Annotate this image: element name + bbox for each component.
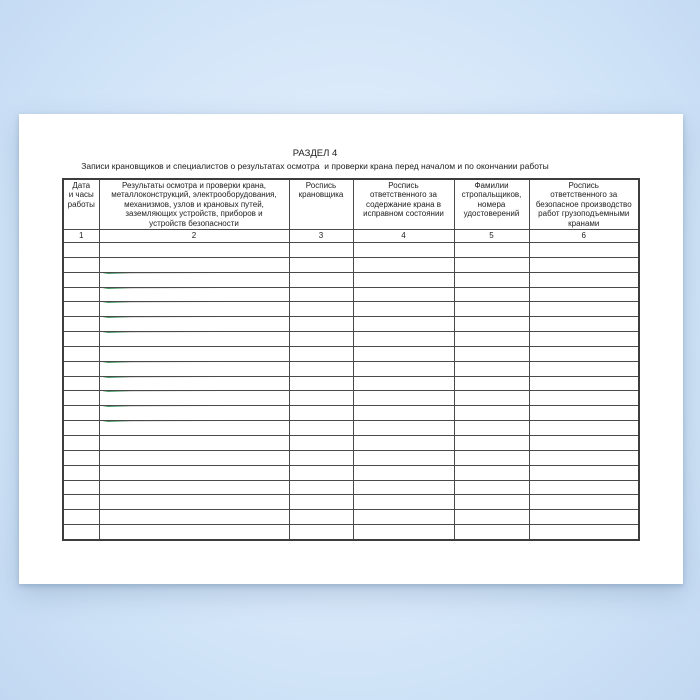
table-cell: [289, 435, 353, 450]
table-cell: [63, 302, 99, 317]
header-line: содержание крана в: [365, 199, 442, 209]
ink-residue-mark: [102, 391, 224, 393]
header-line: ответственного за: [550, 190, 618, 200]
table-cell: [454, 391, 529, 406]
ink-residue-mark: [102, 421, 224, 423]
table-cell: [353, 450, 454, 465]
table-cell: [99, 510, 289, 525]
header-line: стропальщиков,: [461, 190, 522, 200]
table-cell: [529, 317, 639, 332]
table-cell: [529, 287, 639, 302]
table-cell: [99, 302, 289, 317]
table-cell: [63, 495, 99, 510]
table-cell: [99, 391, 289, 406]
section-subtitle: Записи крановщиков и специалистов о результатах осмотра и проверки крана перед началом и по окончании работы: [81, 161, 549, 171]
table-cell: [353, 332, 454, 347]
table-cell: [454, 421, 529, 436]
table-cell: [353, 510, 454, 525]
header-line: механизмов, узлов и крановых путей,: [124, 199, 264, 209]
table-row: [63, 257, 639, 272]
table-cell: [289, 376, 353, 391]
column-header-2: [99, 179, 289, 230]
table-cell: [63, 406, 99, 421]
header-line: Дата: [72, 181, 91, 190]
table-row: [63, 495, 639, 510]
ink-residue-mark: [102, 406, 224, 408]
table-row: [63, 332, 639, 347]
table-cell: [529, 332, 639, 347]
column-header-3: [289, 179, 353, 230]
table-cell: [63, 332, 99, 347]
table-cell: [99, 257, 289, 272]
table-cell: [529, 272, 639, 287]
table-cell: [454, 272, 529, 287]
table-cell: [63, 421, 99, 436]
table-cell: [63, 346, 99, 361]
table-row: [63, 243, 639, 258]
table-cell: [454, 465, 529, 480]
table-cell: [63, 272, 99, 287]
table-cell: [353, 287, 454, 302]
table-cell: [454, 257, 529, 272]
table-cell: [454, 302, 529, 317]
header-line: удостоверений: [463, 209, 520, 219]
header-line: ответственного за: [370, 190, 437, 200]
table-row: [63, 450, 639, 465]
header-line: Фамилии: [474, 181, 509, 190]
table-row: [63, 391, 639, 406]
table-row: [63, 480, 639, 495]
ink-residue-mark: [102, 317, 224, 319]
header-line: Роспись: [305, 181, 337, 190]
table-cell: [99, 361, 289, 376]
table-cell: [99, 376, 289, 391]
table-row: [63, 525, 639, 540]
table-cell: [289, 525, 353, 540]
header-line: металлоконструкций, электрооборудования,: [111, 190, 277, 200]
table-cell: [353, 243, 454, 258]
table-cell: [529, 450, 639, 465]
header-line: Результаты осмотра и проверки крана,: [121, 181, 267, 190]
table-cell: [454, 480, 529, 495]
table-cell: [99, 525, 289, 540]
column-number-2: 2: [99, 230, 289, 243]
header-line: Роспись: [568, 181, 599, 190]
table-cell: [529, 435, 639, 450]
table-cell: [289, 495, 353, 510]
table-cell: [454, 450, 529, 465]
table-cell: [353, 525, 454, 540]
table-cell: [353, 302, 454, 317]
table-row: [63, 272, 639, 287]
table-cell: [289, 287, 353, 302]
table-cell: [99, 346, 289, 361]
table-cell: [289, 510, 353, 525]
header-line: крановщика: [298, 190, 344, 200]
table-cell: [99, 406, 289, 421]
table-cell: [99, 287, 289, 302]
table-row: [63, 510, 639, 525]
header-line: работ грузоподъемными: [538, 209, 630, 219]
table-row: [63, 376, 639, 391]
table-cell: [99, 421, 289, 436]
table-cell: [353, 495, 454, 510]
table-row: [63, 302, 639, 317]
section-title: РАЗДЕЛ 4: [292, 148, 338, 159]
table-cell: [99, 332, 289, 347]
table-cell: [529, 361, 639, 376]
table-cell: [529, 257, 639, 272]
table-cell: [289, 421, 353, 436]
table-cell: [353, 317, 454, 332]
table-cell: [454, 243, 529, 258]
table-row: [63, 465, 639, 480]
table-cell: [99, 435, 289, 450]
table-cell: [63, 510, 99, 525]
table-cell: [289, 480, 353, 495]
table-cell: [454, 361, 529, 376]
ink-residue-mark: [102, 302, 224, 304]
column-number-row: [63, 230, 639, 243]
table-cell: [289, 317, 353, 332]
column-header-5: [454, 179, 529, 230]
header-row: [63, 179, 639, 230]
table-cell: [63, 480, 99, 495]
table-cell: [529, 480, 639, 495]
table-cell: [289, 257, 353, 272]
table-cell: [529, 406, 639, 421]
column-number-1: 1: [63, 230, 99, 243]
table-cell: [99, 317, 289, 332]
table-cell: [289, 465, 353, 480]
table-cell: [529, 376, 639, 391]
table-row: [63, 421, 639, 436]
table-cell: [289, 272, 353, 287]
table-cell: [99, 480, 289, 495]
column-header-6: [529, 179, 639, 230]
table-cell: [454, 406, 529, 421]
table-cell: [454, 346, 529, 361]
table-row: [63, 287, 639, 302]
table-row: [63, 346, 639, 361]
table-cell: [529, 302, 639, 317]
table-cell: [454, 495, 529, 510]
header-line: работы: [67, 199, 95, 209]
table-cell: [454, 435, 529, 450]
table-cell: [454, 510, 529, 525]
table-cell: [99, 450, 289, 465]
table-cell: [289, 243, 353, 258]
header-line: Роспись: [388, 181, 419, 190]
table-cell: [289, 406, 353, 421]
table-cell: [529, 510, 639, 525]
table-cell: [353, 391, 454, 406]
document-page: [19, 114, 683, 584]
table-cell: [529, 495, 639, 510]
header-line: безопасное производство: [535, 199, 632, 209]
table-cell: [529, 421, 639, 436]
table-cell: [63, 317, 99, 332]
table-cell: [353, 465, 454, 480]
header-line: устройств безопасности: [149, 218, 239, 228]
ink-residue-mark: [102, 332, 224, 334]
table-cell: [63, 465, 99, 480]
column-number-4: 4: [353, 230, 454, 243]
table-cell: [63, 376, 99, 391]
table-cell: [99, 465, 289, 480]
column-header-1: [63, 179, 99, 230]
table-cell: [529, 525, 639, 540]
table-cell: [353, 361, 454, 376]
column-number-3: 3: [289, 230, 353, 243]
table-cell: [63, 287, 99, 302]
table-cell: [353, 435, 454, 450]
header-line: и часы: [68, 190, 94, 200]
table-cell: [99, 243, 289, 258]
table-cell: [353, 376, 454, 391]
table-cell: [289, 346, 353, 361]
table-cell: [353, 346, 454, 361]
inspection-records-table: [62, 178, 640, 541]
table-cell: [63, 525, 99, 540]
column-number-6: 6: [529, 230, 639, 243]
table-cell: [353, 421, 454, 436]
table-cell: [63, 243, 99, 258]
table-cell: [63, 257, 99, 272]
table-row: [63, 435, 639, 450]
header-line: исправном состоянии: [363, 209, 444, 219]
table-row: [63, 317, 639, 332]
table-cell: [99, 495, 289, 510]
table-cell: [529, 346, 639, 361]
header-line: заземляющих устройств, приборов и: [125, 209, 263, 219]
table-cell: [454, 287, 529, 302]
header-line: номера: [477, 199, 506, 209]
table-cell: [63, 435, 99, 450]
ink-residue-mark: [102, 376, 224, 378]
column-header-4: [353, 179, 454, 230]
table-cell: [529, 243, 639, 258]
table-cell: [454, 317, 529, 332]
table-body: [63, 179, 639, 540]
table-cell: [529, 465, 639, 480]
table-cell: [289, 332, 353, 347]
table-cell: [353, 257, 454, 272]
column-number-5: 5: [454, 230, 529, 243]
table-cell: [289, 361, 353, 376]
table-cell: [99, 272, 289, 287]
table-cell: [353, 480, 454, 495]
table-cell: [454, 332, 529, 347]
ink-residue-mark: [102, 287, 224, 289]
table-cell: [63, 450, 99, 465]
table-cell: [289, 302, 353, 317]
table-row: [63, 361, 639, 376]
ink-residue-mark: [102, 361, 224, 363]
table-row: [63, 406, 639, 421]
table-cell: [353, 406, 454, 421]
table-cell: [454, 376, 529, 391]
header-line: кранами: [568, 218, 600, 228]
table-cell: [529, 391, 639, 406]
table-cell: [63, 361, 99, 376]
table-cell: [353, 272, 454, 287]
table-cell: [289, 450, 353, 465]
table-cell: [454, 525, 529, 540]
table-cell: [289, 391, 353, 406]
table-cell: [63, 391, 99, 406]
ink-residue-mark: [102, 272, 224, 274]
